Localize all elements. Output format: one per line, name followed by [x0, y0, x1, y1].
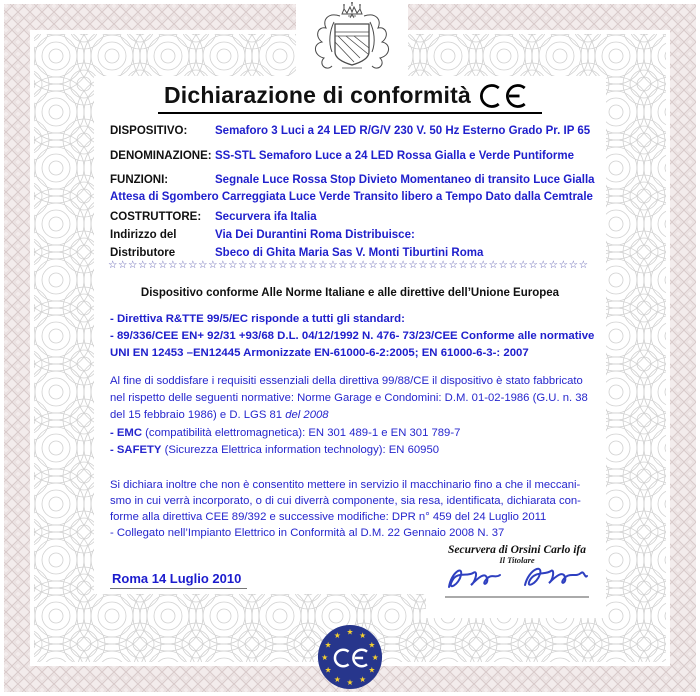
- svg-text:★: ★: [359, 674, 367, 684]
- directives-paragraph: [110, 311, 602, 362]
- handwritten-signature: [437, 557, 597, 603]
- svg-text:★: ★: [324, 640, 332, 650]
- fabrication-paragraph: [110, 373, 604, 424]
- field-label: DENOMINAZIONE:: [110, 150, 212, 162]
- emc-line: [110, 425, 604, 442]
- ce-eu-badge: [316, 623, 384, 691]
- safety-label: - SAFETY: [110, 444, 162, 456]
- svg-text:★: ★: [321, 652, 329, 662]
- field-label: Distributore: [110, 247, 176, 259]
- field-label: DISPOSITIVO:: [110, 125, 188, 137]
- safety-line: [110, 442, 604, 459]
- field-dispositivo: [110, 125, 602, 137]
- directive-line: - Direttiva R&TTE 99/5/EC risponde a tutti gli standard:: [110, 313, 405, 325]
- svg-text:★: ★: [371, 652, 379, 662]
- fabrication-line: del 15 febbraio 1986) e D. LGS 81 del 2008: [110, 409, 329, 421]
- declaration-paragraph: [110, 477, 604, 541]
- field-indirizzo: [110, 229, 602, 241]
- signature-block: [428, 544, 606, 608]
- directive-line: - 89/336/CEE EN+ 92/31 +93/68 D.L. 04/12/1992 N. 476- 73/23/CEE Conforme alle normative: [110, 330, 595, 342]
- declaration-line: Si dichiara inoltre che non è consentito mettere in servizio il macchinario fino a che il meccani-: [110, 479, 581, 491]
- field-value: SS-STL Semaforo Luce a 24 LED Rossa Gialla e Verde Puntiforme: [215, 150, 574, 162]
- emc-label: - EMC: [110, 427, 143, 439]
- field-value: Segnale Luce Rossa Stop Divieto Momentaneo di transito Luce Gialla: [215, 174, 595, 186]
- field-funzioni-line2: Attesa di Sgombero Carreggiata Luce Verde Transito libero a Tempo Dato dalla Cemtrale: [110, 191, 593, 203]
- svg-text:★: ★: [333, 674, 341, 684]
- svg-text:★: ★: [333, 631, 341, 641]
- emc-text: (compatibilità elettromagnetica): EN 301 489-1 e EN 301 789-7: [142, 427, 461, 439]
- svg-text:★: ★: [346, 678, 354, 688]
- document-title: [0, 82, 700, 114]
- field-label: Indirizzo del: [110, 229, 177, 241]
- star-separator: ☆☆☆☆☆☆☆☆☆☆☆☆☆☆☆☆☆☆☆☆☆☆☆☆☆☆☆☆☆☆☆☆☆☆☆☆☆☆☆☆☆☆☆☆☆☆☆☆: [108, 259, 589, 271]
- field-label: COSTRUTTORE:: [110, 211, 202, 223]
- svg-text:★: ★: [359, 631, 367, 641]
- declaration-line: smo in cui verrà incorporato, o di cui diverrà componente, sia resa, identificata, dichiarata con-: [110, 495, 581, 507]
- fabrication-line: nel rispetto delle seguenti normative: Norme Garage e Condomini: D.M. 01-02-1986 (G.U. n. 38: [110, 392, 588, 404]
- field-value: Sbeco di Ghita Maria Sas V. Monti Tiburtini Roma: [215, 247, 484, 259]
- field-denominazione: [110, 150, 602, 162]
- italic-fragment: del 2008: [285, 409, 329, 421]
- field-costruttore: [110, 211, 602, 223]
- safety-text: (Sicurezza Elettrica information technology): EN 60950: [161, 444, 440, 456]
- field-value: Securvera ifa Italia: [215, 211, 317, 223]
- declaration-line: - Collegato nell’Impianto Elettrico in Conformità al D.M. 22 Gennaio 2008 N. 37: [110, 527, 505, 539]
- directive-line: UNI EN 12453 –EN12445 Armonizzate EN-61000-6-2:2005; EN 61000-6-3-: 2007: [110, 347, 529, 359]
- field-value: Semaforo 3 Luci a 24 LED R/G/V 230 V. 50 Hz Esterno Grado Pr. IP 65: [215, 125, 591, 137]
- title-text: Dichiarazione di conformità: [163, 82, 471, 108]
- ce-mark-icon: [480, 83, 536, 109]
- signer-role: Il Titolare: [499, 555, 535, 565]
- conformity-heading: Dispositivo conforme Alle Norme Italiane e alle direttive dell’Unione Europea: [140, 287, 560, 299]
- svg-text:★: ★: [368, 640, 376, 650]
- coat-of-arms: [298, 2, 406, 80]
- field-label: FUNZIONI:: [110, 174, 169, 186]
- svg-text:★: ★: [346, 627, 354, 637]
- field-value: Via Dei Durantini Roma Distribuisce:: [215, 229, 415, 241]
- svg-text:★: ★: [368, 665, 376, 675]
- signer-name: Securvera di Orsini Carlo ifa: [447, 544, 586, 556]
- svg-text:★: ★: [324, 665, 332, 675]
- place-date: Roma 14 Luglio 2010: [110, 571, 247, 589]
- fabrication-line: Al fine di soddisfare i requisiti essenziali della direttiva 99/88/CE il dispositivo è stato fabbricato: [110, 375, 583, 387]
- field-distributore: [110, 247, 602, 259]
- declaration-line: forme alla direttiva CEE 89/392 e successive modifiche: DPR n° 459 del 24 Luglio 2011: [110, 511, 547, 523]
- field-funzioni: [110, 174, 602, 186]
